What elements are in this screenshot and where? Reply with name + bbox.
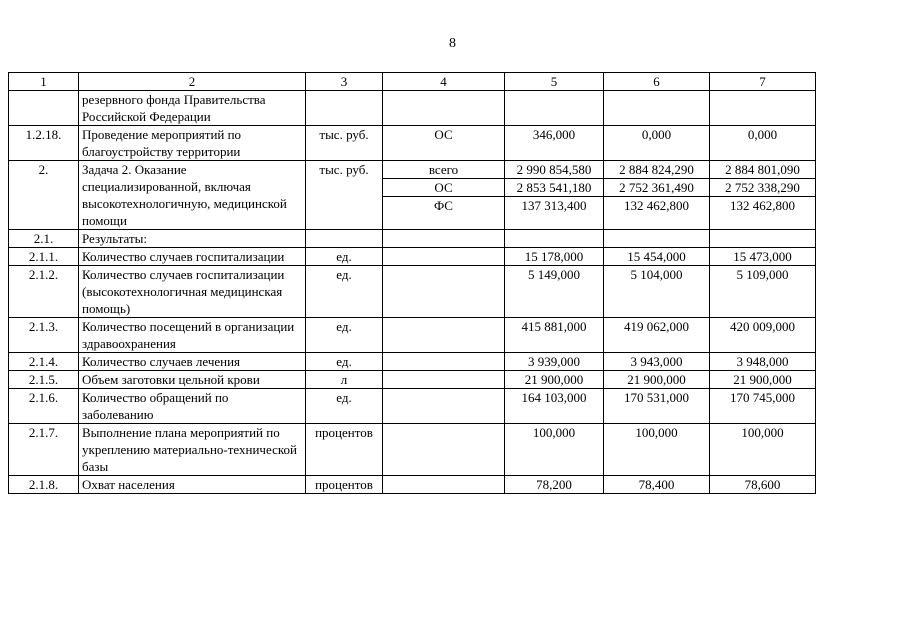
cell-col7: 3 948,000 [710, 353, 816, 371]
cell-col2: Проведение мероприятий по благоустройству территории [79, 126, 306, 161]
cell-col2: Количество обращений по заболеванию [79, 389, 306, 424]
header-row [9, 73, 816, 91]
header-cell: 5 [505, 73, 604, 91]
header-cell: 3 [306, 73, 383, 91]
sub-cell: 2 884 801,090 [710, 161, 815, 179]
cell-col4 [383, 389, 505, 424]
data-table [8, 72, 816, 494]
table-row [9, 353, 816, 371]
cell-col7 [710, 230, 816, 248]
cell-col3 [306, 230, 383, 248]
cell-col2: Результаты: [79, 230, 306, 248]
cell-col6 [604, 230, 710, 248]
sub-cell: 2 752 361,490 [604, 179, 709, 197]
header-cell: 2 [79, 73, 306, 91]
cell-col3: тыс. руб. [306, 161, 383, 230]
cell-col2: Объем заготовки цельной крови [79, 371, 306, 389]
table-row [9, 248, 816, 266]
cell-col6: 15 454,000 [604, 248, 710, 266]
sub-cell: 2 853 541,180 [505, 179, 603, 197]
cell-col3: ед. [306, 248, 383, 266]
cell-col6: 0,000 [604, 126, 710, 161]
sub-cell: 132 462,800 [730, 198, 795, 213]
cell-col1: 1.2.18. [9, 126, 79, 161]
split-cell-col6 [604, 161, 710, 230]
cell-col2: Количество случаев госпитализации (высокотехнологичная медицинская помощь) [79, 266, 306, 318]
page-number: 8 [449, 36, 456, 51]
cell-col7: 100,000 [710, 424, 816, 476]
sub-cell: 2 752 338,290 [710, 179, 815, 197]
cell-col7: 21 900,000 [710, 371, 816, 389]
cell-col4 [383, 318, 505, 353]
cell-col6: 419 062,000 [604, 318, 710, 353]
cell-col6: 5 104,000 [604, 266, 710, 318]
table-row [9, 318, 816, 353]
cell-col7: 15 473,000 [710, 248, 816, 266]
cell-col2: Количество случаев лечения [79, 353, 306, 371]
cell-col7: 420 009,000 [710, 318, 816, 353]
sub-cell: 2 884 824,290 [604, 161, 709, 179]
cell-col5: 100,000 [505, 424, 604, 476]
cell-col4 [383, 266, 505, 318]
cell-col6: 21 900,000 [604, 371, 710, 389]
cell-col1: 2.1.2. [9, 266, 79, 318]
cell-col3 [306, 91, 383, 126]
header-cell: 4 [383, 73, 505, 91]
sub-cell: всего [383, 161, 504, 179]
table-row [9, 371, 816, 389]
cell-col2: Количество посещений в организации здравоохранения [79, 318, 306, 353]
cell-col5: 5 149,000 [505, 266, 604, 318]
cell-col1: 2.1.5. [9, 371, 79, 389]
cell-col5: 3 939,000 [505, 353, 604, 371]
cell-col6: 78,400 [604, 476, 710, 494]
cell-col1: 2.1.8. [9, 476, 79, 494]
cell-col5: 15 178,000 [505, 248, 604, 266]
cell-col1: 2.1. [9, 230, 79, 248]
header-cell: 1 [9, 73, 79, 91]
cell-col5 [505, 230, 604, 248]
cell-col7: 0,000 [710, 126, 816, 161]
cell-col5: 164 103,000 [505, 389, 604, 424]
cell-col2: Выполнение плана мероприятий по укреплению материально-технической базы [79, 424, 306, 476]
cell-col2: Количество случаев госпитализации [79, 248, 306, 266]
cell-col1: 2. [9, 161, 79, 230]
cell-col1: 2.1.4. [9, 353, 79, 371]
cell-col2: резервного фонда Правительства Российской Федерации [79, 91, 306, 126]
cell-col4 [383, 424, 505, 476]
cell-col4 [383, 476, 505, 494]
cell-col1: 2.1.7. [9, 424, 79, 476]
cell-col3: ед. [306, 318, 383, 353]
sub-cell: ОС [383, 179, 504, 197]
cell-col1 [9, 91, 79, 126]
table-row [9, 476, 816, 494]
header-cell: 6 [604, 73, 710, 91]
cell-col4 [383, 230, 505, 248]
cell-col7: 5 109,000 [710, 266, 816, 318]
cell-col4 [383, 248, 505, 266]
sub-cell: ФС [434, 198, 453, 213]
table-body [9, 73, 816, 494]
cell-col3: тыс. руб. [306, 126, 383, 161]
table-row [9, 161, 816, 230]
sub-cell: 132 462,800 [624, 198, 689, 213]
cell-col7: 170 745,000 [710, 389, 816, 424]
cell-col1: 2.1.3. [9, 318, 79, 353]
cell-col4 [383, 371, 505, 389]
table-row [9, 230, 816, 248]
cell-col1: 2.1.1. [9, 248, 79, 266]
cell-col5 [505, 91, 604, 126]
cell-col3: процентов [306, 424, 383, 476]
split-cell-col4 [383, 161, 505, 230]
table-row [9, 424, 816, 476]
sub-cell: 2 990 854,580 [505, 161, 603, 179]
cell-col4: ОС [383, 126, 505, 161]
cell-col3: л [306, 371, 383, 389]
cell-col7 [710, 91, 816, 126]
split-cell-col7 [710, 161, 816, 230]
cell-col3: ед. [306, 353, 383, 371]
cell-col3: процентов [306, 476, 383, 494]
cell-col6: 170 531,000 [604, 389, 710, 424]
cell-col3: ед. [306, 389, 383, 424]
cell-col4 [383, 91, 505, 126]
table-row [9, 266, 816, 318]
cell-col5: 21 900,000 [505, 371, 604, 389]
cell-col2: Охват населения [79, 476, 306, 494]
cell-col4 [383, 353, 505, 371]
cell-col5: 415 881,000 [505, 318, 604, 353]
cell-col6 [604, 91, 710, 126]
cell-col3: ед. [306, 266, 383, 318]
cell-col5: 78,200 [505, 476, 604, 494]
cell-col6: 100,000 [604, 424, 710, 476]
split-cell-col5 [505, 161, 604, 230]
cell-col1: 2.1.6. [9, 389, 79, 424]
table-row [9, 126, 816, 161]
header-cell: 7 [710, 73, 816, 91]
cell-col2: Задача 2. Оказание специализированной, включая высокотехнологичную, медицинской помощи [79, 161, 306, 230]
cell-col5: 346,000 [505, 126, 604, 161]
cell-col6: 3 943,000 [604, 353, 710, 371]
cell-col7: 78,600 [710, 476, 816, 494]
sub-cell: 137 313,400 [521, 198, 587, 213]
table-row [9, 389, 816, 424]
table-row [9, 91, 816, 126]
